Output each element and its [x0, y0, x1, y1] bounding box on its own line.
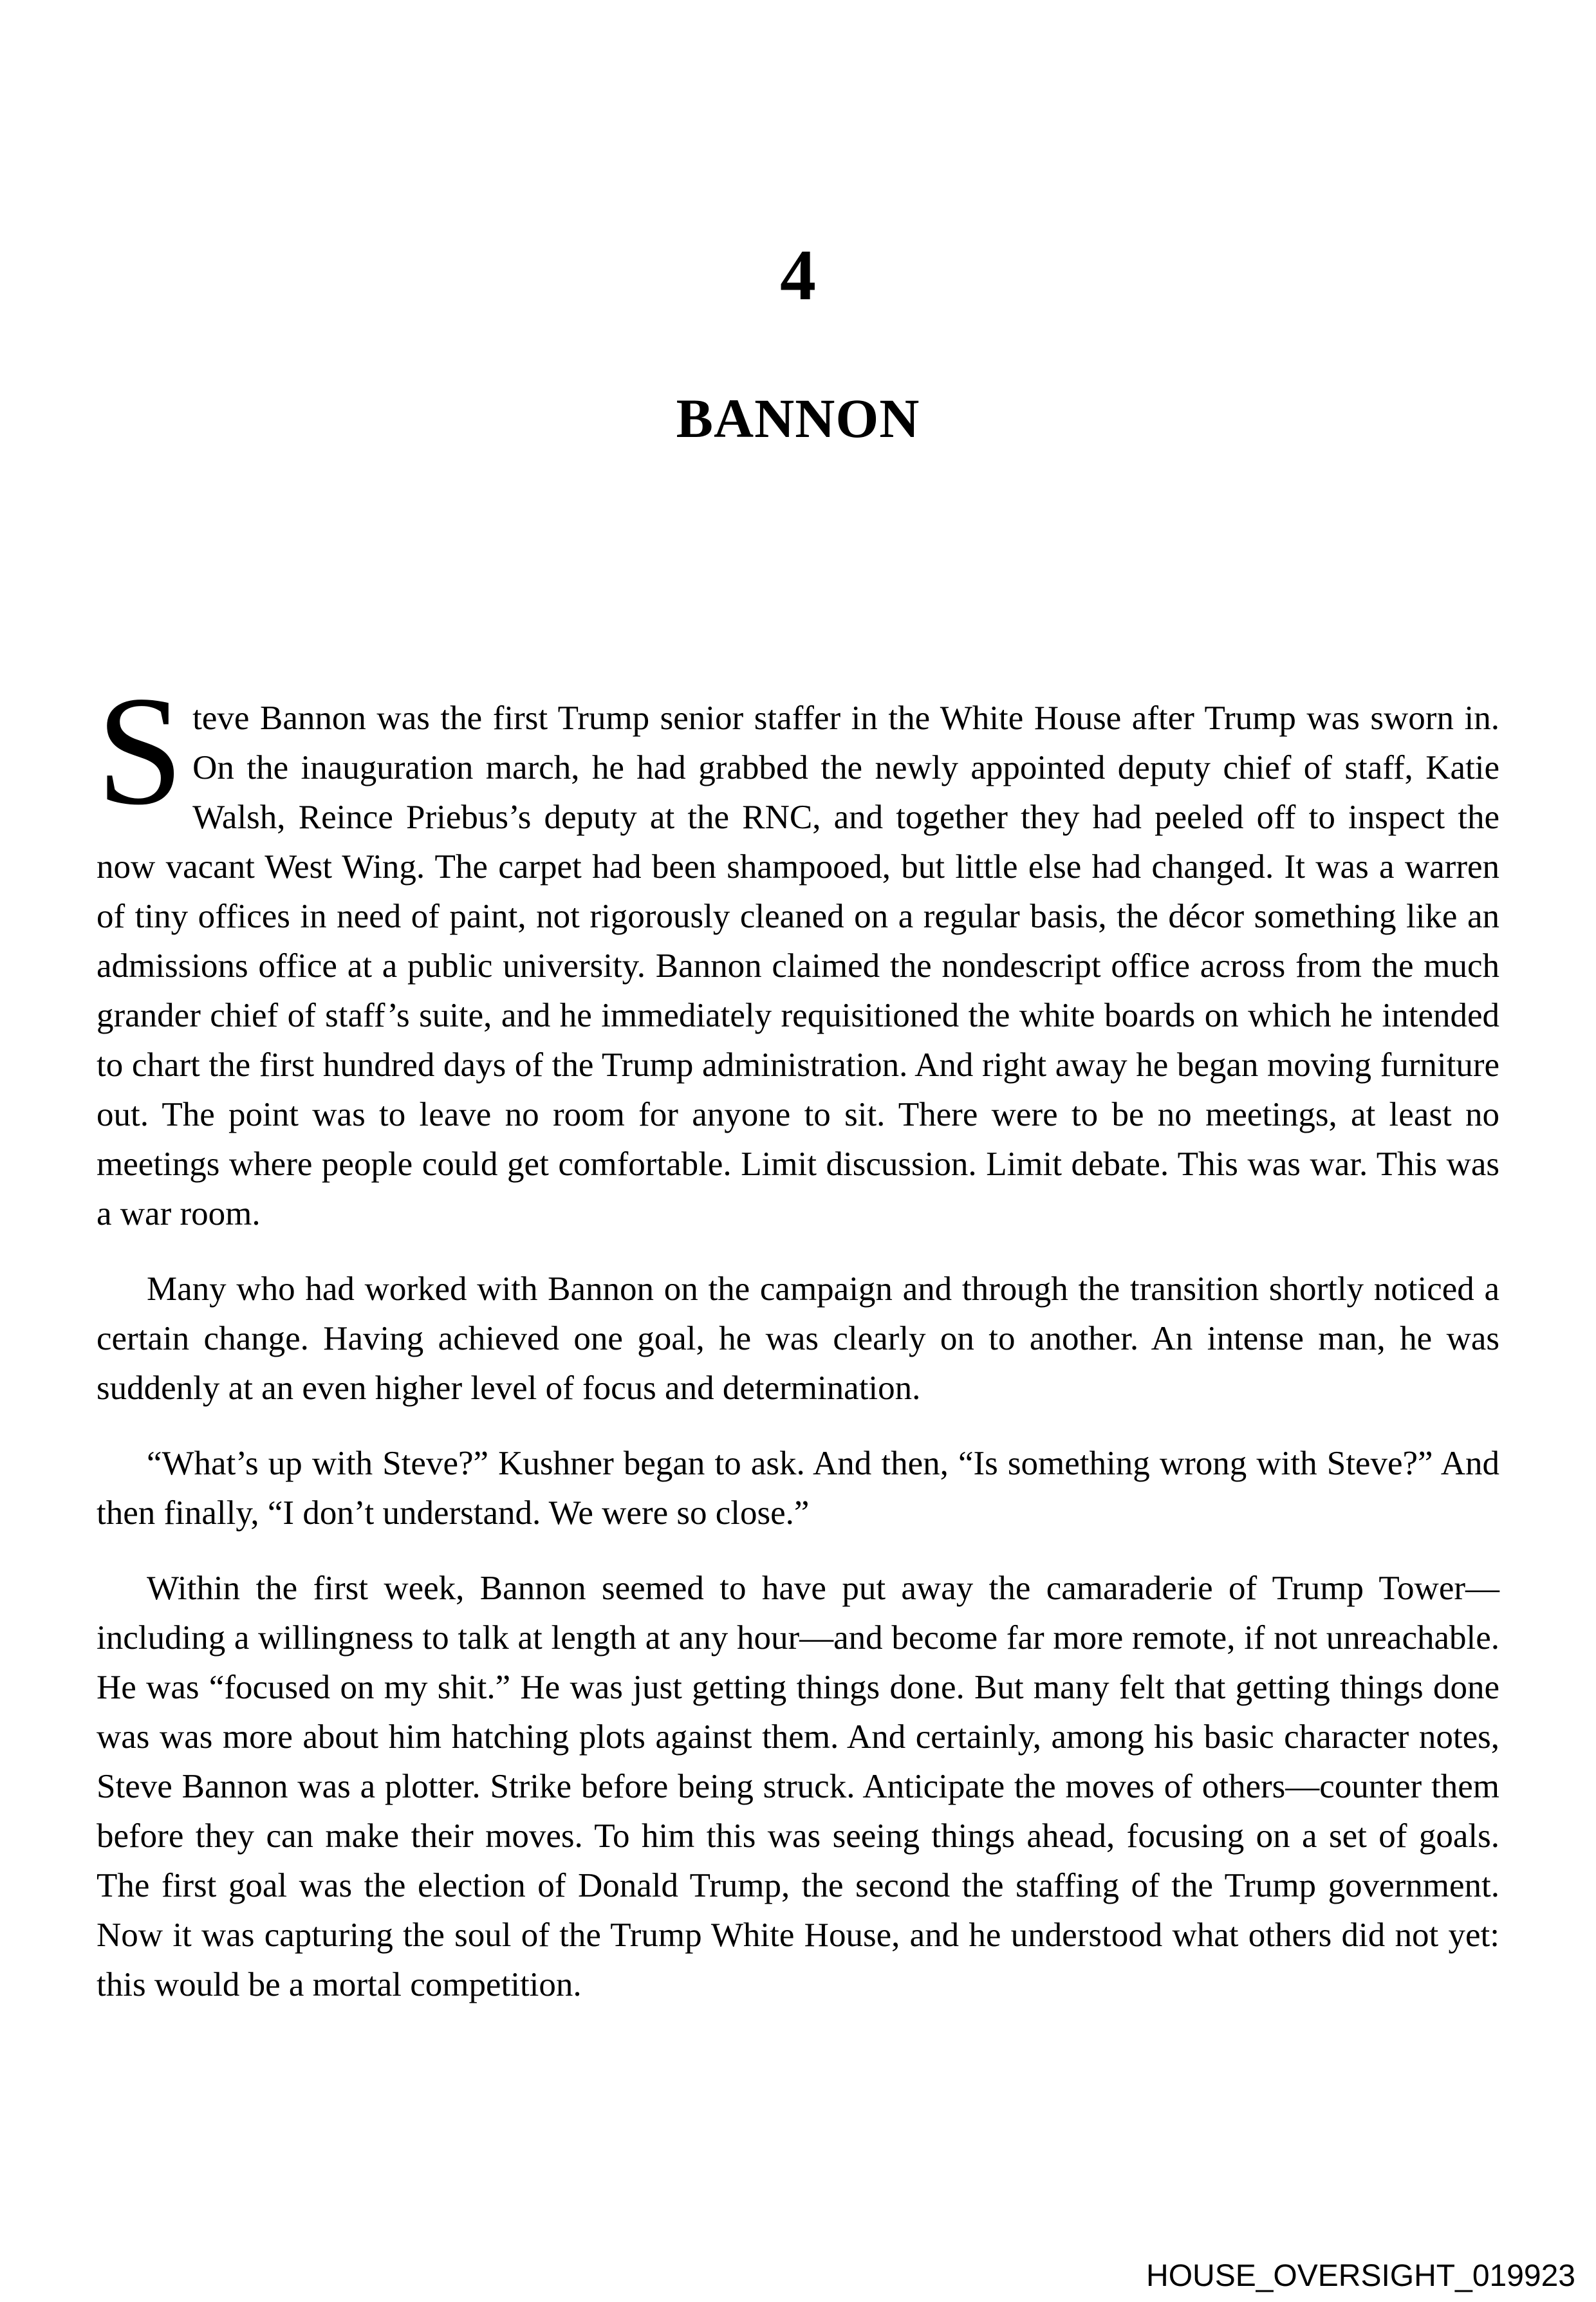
bates-number: HOUSE_OVERSIGHT_019923 [1146, 2259, 1575, 2293]
chapter-title: BANNON [676, 387, 920, 449]
chapter-number: 4 [780, 236, 816, 315]
body-text [97, 664, 1499, 2010]
paragraph-4: Within the first week, Bannon seemed to have put away the camaraderie of Trump Tower—including a willingness to talk at length at any hour—and become far more remote, if not unreachable. He was “focused on my shit.” He was just getting things done. But many felt that getting things done was was more about him hatching plots against them. And certainly, among his basic character notes, Steve Bannon was a plotter. Strike before being struck. Anticipate the moves of others—counter them before they can make their moves. To him this was seeing things ahead, focusing on a set of goals. The first goal was the election of Donald Trump, the second the staffing of the Trump government. Now it was capturing the soul of the Trump White House, and he understood what others did not yet: this would be a mortal competition. [97, 1570, 1499, 2003]
drop-cap: S [97, 664, 184, 837]
paragraph-1-text: teve Bannon was the first Trump senior staffer in the White House after Trump was sworn in. On the inauguration march, he had grabbed the newly appointed deputy chief of staff, Katie Walsh, Reince Priebus’s deputy at the RNC, and together they had peeled off to inspect the now vacant West Wing. The carpet had been shampooed, but little else had changed. It was a warren of tiny offices in need of paint, not rigorously cleaned on a regular basis, the décor something like an admissions office at a public university. Bannon claimed the nondescript office across from the much grander chief of staff’s suite, and he immediately requisitioned the white boards on which he intended to chart the first hundred days of the Trump administration. And right away he began moving furniture out. The point was to leave no room for anyone to sit. There were to be no meetings, at least no meetings where people could get comfortable. Limit discussion. Limit debate. This was war. This was a war room. [97, 700, 1499, 1232]
paragraph-1 [97, 664, 1499, 1239]
paragraph-2: Many who had worked with Bannon on the campaign and through the transition shortly noticed a certain change. Having achieved one goal, he was clearly on to another. An intense man, he was suddenly at an even higher level of focus and determination. [97, 1270, 1499, 1407]
paragraph-3: “What’s up with Steve?” Kushner began to ask. And then, “Is something wrong with Steve?” And then finally, “I don’t understand. We were so close.” [97, 1445, 1499, 1532]
